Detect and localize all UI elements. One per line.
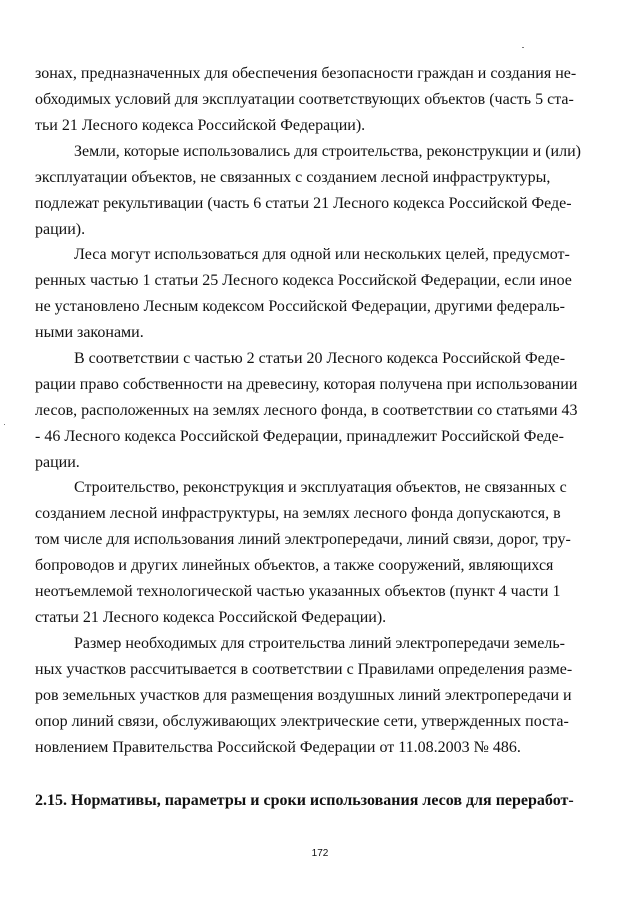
paragraph-4-line-3: лесов, расположенных на землях лесного фонда, в соответствии со статьями 43 (35, 402, 578, 419)
paragraph-2-line-2: эксплуатации объектов, не связанных с созданием лесной инфраструктуры, (35, 169, 551, 186)
paragraph-6-line-4: опор линий связи, обслуживающих электрические сети, утвержденных поста- (35, 713, 569, 730)
paragraph-2-line-1: Земли, которые использовались для строительства, реконструкции и (или) (74, 143, 581, 160)
paragraph-1-line-3: тьи 21 Лесного кодекса Российской Федерации). (35, 117, 366, 134)
paragraph-3-line-3: не установлено Лесным кодексом Российской Федерации, другими федераль- (35, 298, 565, 315)
section-heading: 2.15. Нормативы, параметры и сроки использования лесов для переработ- (35, 792, 574, 809)
paragraph-5-line-3: том числе для использования линий электропередачи, линий связи, дорог, тру- (35, 531, 571, 548)
paragraph-6-line-2: ных участков рассчитывается в соответствии с Правилами определения разме- (35, 661, 573, 678)
paragraph-6-line-3: ров земельных участков для размещения воздушных линий электропередачи и (35, 687, 572, 704)
paragraph-2-line-3: подлежат рекультивации (часть 6 статьи 21 Лесного кодекса Российской Феде- (35, 195, 572, 212)
paragraph-3-line-4: ными законами. (35, 324, 144, 341)
paragraph-6-line-1: Размер необходимых для строительства линий электропередачи земель- (74, 635, 565, 652)
paragraph-4-line-4: - 46 Лесного кодекса Российской Федерации, принадлежит Российской Феде- (35, 428, 564, 445)
paragraph-5-line-1: Строительство, реконструкция и эксплуатация объектов, не связанных с (74, 479, 567, 496)
paragraph-5-line-6: статьи 21 Лесного кодекса Российской Федерации). (35, 609, 387, 626)
paragraph-5-line-2: созданием лесной инфраструктуры, на землях лесного фонда допускаются, в (35, 505, 561, 522)
paragraph-6-line-5: новлением Правительства Российской Федерации от 11.08.2003 № 486. (35, 739, 521, 756)
paragraph-4-line-2: рации право собственности на древесину, которая получена при использовании (35, 376, 578, 393)
paragraph-4-line-1: В соответствии с частью 2 статьи 20 Лесного кодекса Российской Феде- (74, 350, 566, 367)
paragraph-3-line-2: ренных частью 1 статьи 25 Лесного кодекса Российской Федерации, если иное (35, 272, 572, 289)
scan-speck (4, 424, 5, 425)
page-number: 172 (311, 848, 329, 859)
paragraph-2-line-4: рации). (35, 221, 86, 238)
scan-speck (522, 47, 524, 48)
paragraph-4-line-5: рации. (35, 454, 80, 471)
paragraph-5-line-5: неотъемлемой технологической частью указанных объектов (пункт 4 части 1 (35, 583, 561, 600)
paragraph-1-line-1: зонах, предназначенных для обеспечения безопасности граждан и создания не- (35, 65, 577, 82)
paragraph-3-line-1: Леса могут использоваться для одной или нескольких целей, предусмот- (74, 246, 570, 263)
paragraph-5-line-4: бопроводов и других линейных объектов, а также сооружений, являющихся (35, 557, 554, 574)
paragraph-1-line-2: обходимых условий для эксплуатации соответствующих объектов (часть 5 ста- (35, 91, 574, 108)
